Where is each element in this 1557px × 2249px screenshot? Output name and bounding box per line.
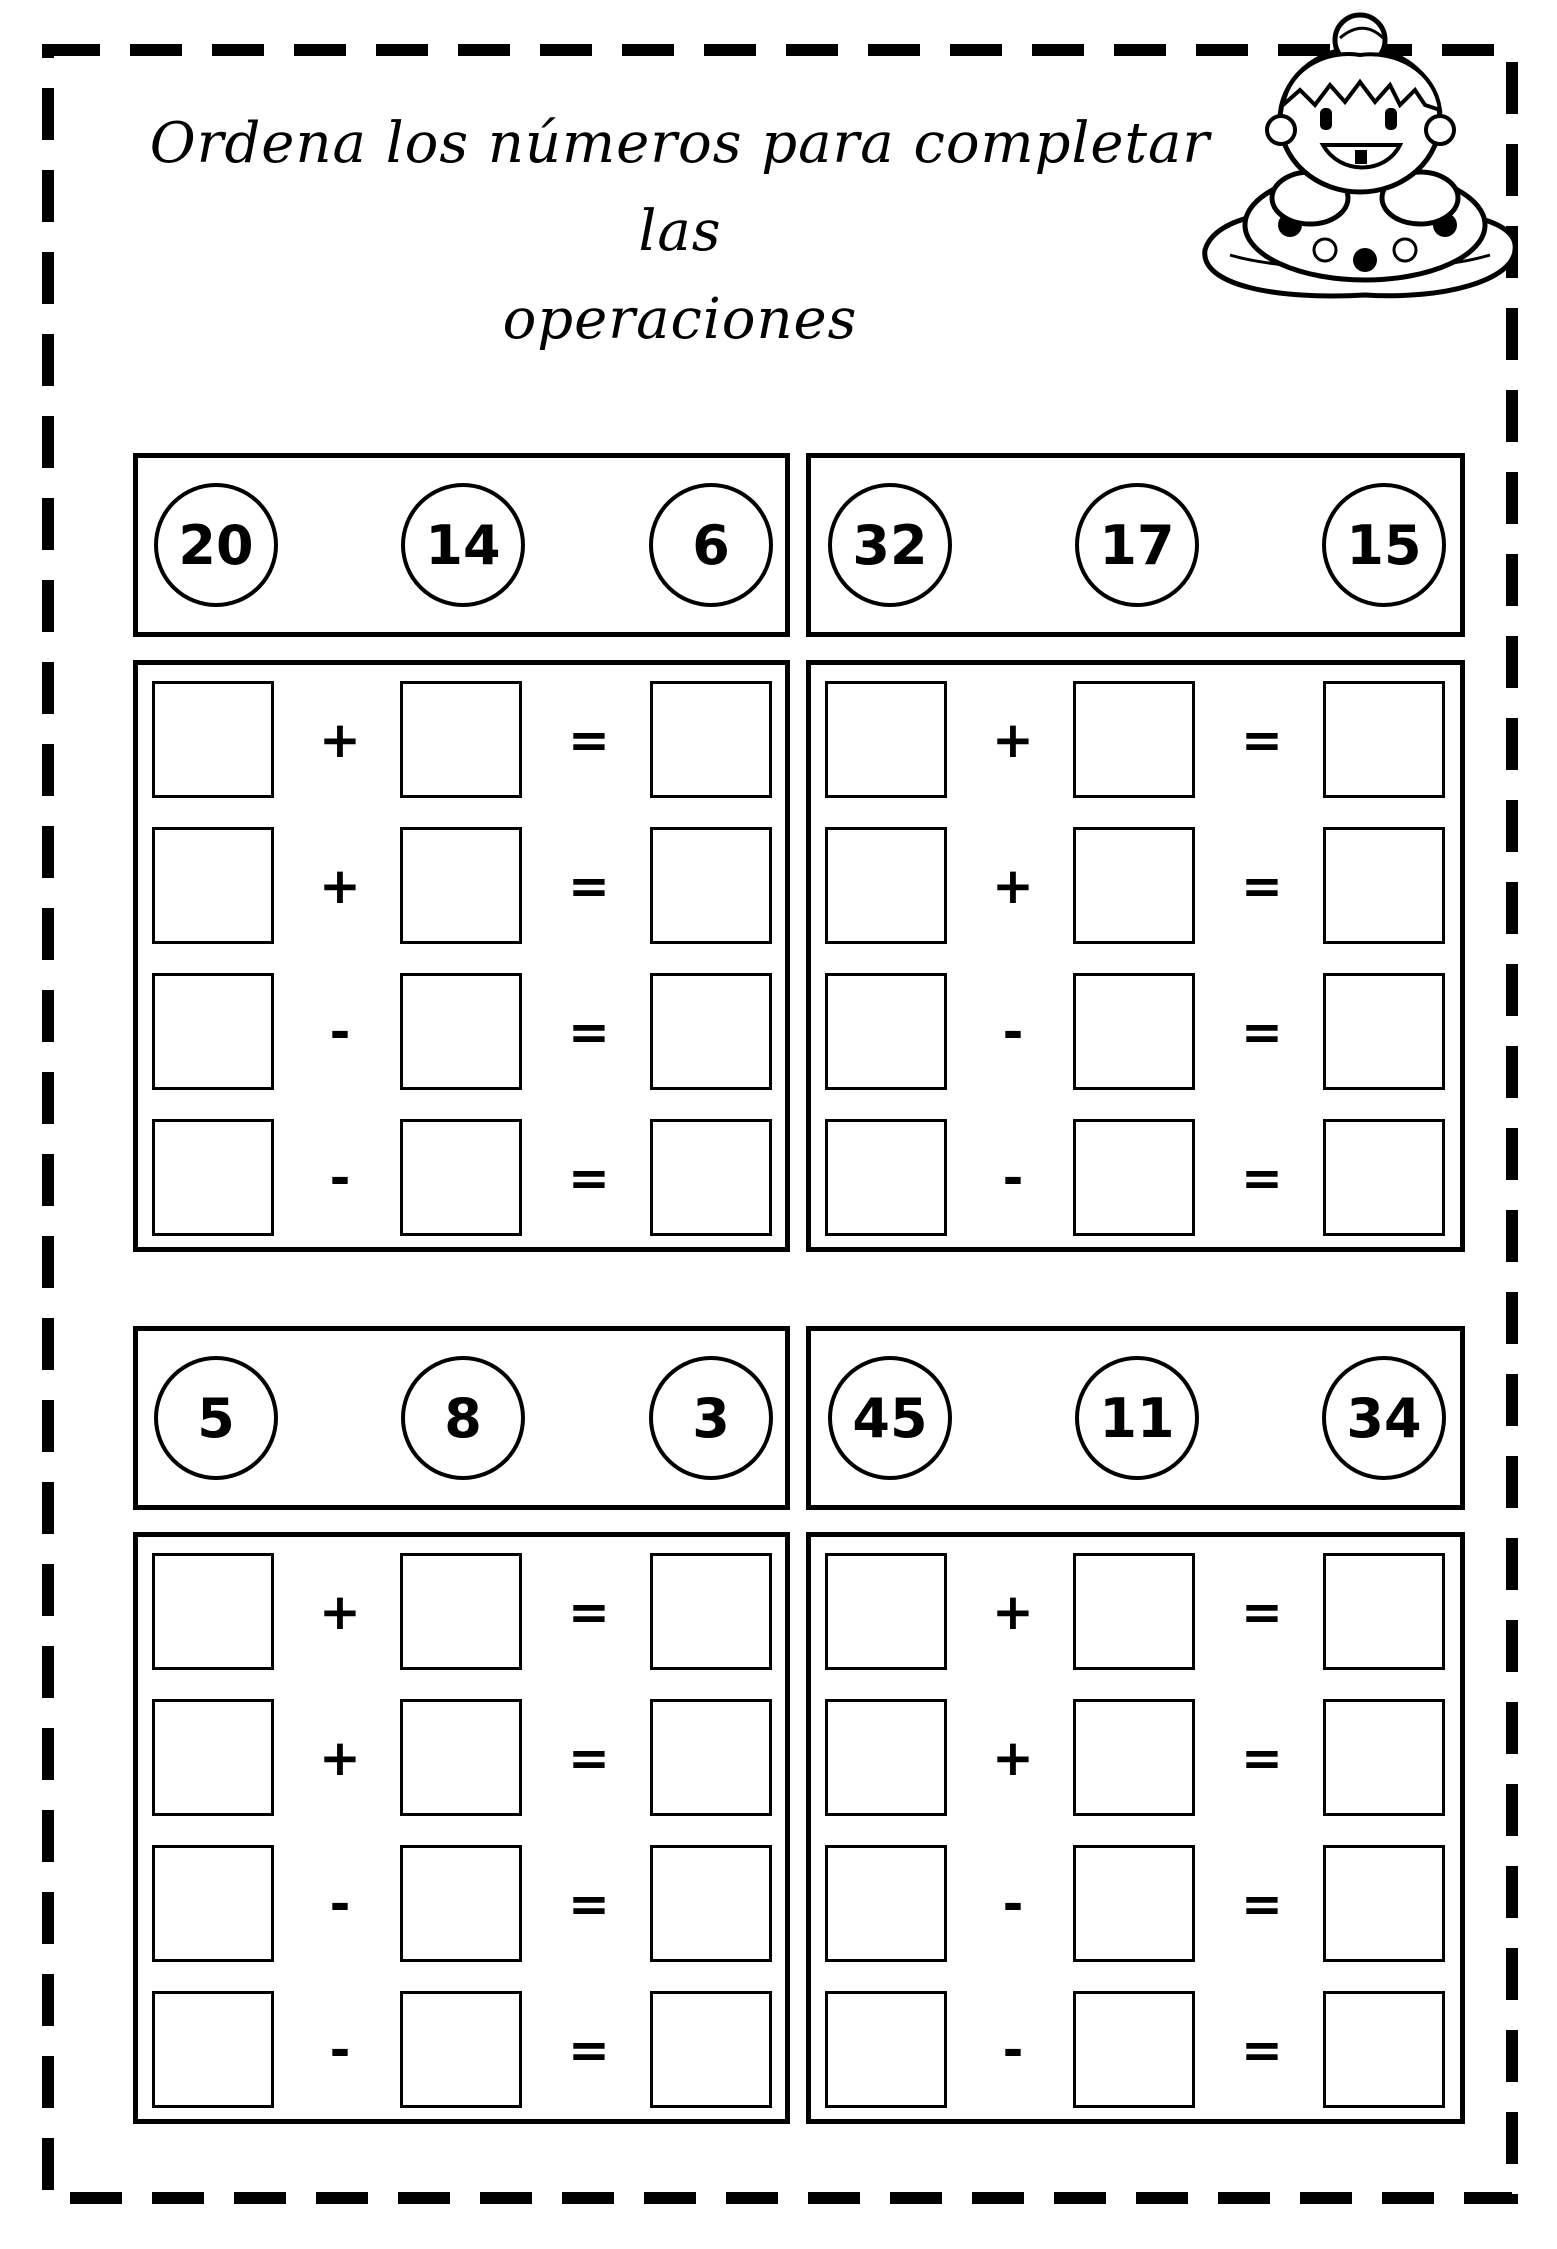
number-circle: 5 [154, 1356, 278, 1480]
number-circle: 45 [828, 1356, 952, 1480]
answer-box[interactable] [400, 1553, 522, 1670]
answer-box[interactable] [1323, 1553, 1445, 1670]
answer-box[interactable] [1073, 1119, 1195, 1236]
operator-sign: - [329, 1002, 351, 1061]
answer-box[interactable] [825, 1845, 947, 1962]
operator-sign: + [992, 1728, 1034, 1787]
number-circle: 17 [1075, 483, 1199, 607]
answer-box[interactable] [650, 1699, 772, 1816]
girl-swim-ring-illustration [1195, 10, 1525, 310]
title-line-1: Ordena los números para completar las [149, 111, 1211, 264]
answer-box[interactable] [152, 1699, 274, 1816]
number-circle: 20 [154, 483, 278, 607]
answer-box[interactable] [400, 1699, 522, 1816]
number-circle: 15 [1322, 483, 1446, 607]
answer-box[interactable] [400, 1991, 522, 2108]
operator-sign: - [329, 1874, 351, 1933]
number-circle: 32 [828, 483, 952, 607]
equals-sign: = [568, 856, 610, 915]
equals-sign: = [1241, 1148, 1283, 1207]
equals-sign: = [568, 710, 610, 769]
operator-sign: - [329, 1148, 351, 1207]
answer-box[interactable] [1323, 1119, 1445, 1236]
equation-row [138, 1991, 785, 2111]
title-line-2: operaciones [502, 287, 858, 352]
equals-sign: = [568, 1874, 610, 1933]
equation-row [811, 1553, 1460, 1673]
answer-box[interactable] [152, 1991, 274, 2108]
answer-box[interactable] [825, 681, 947, 798]
equation-panel-3 [133, 1532, 790, 2124]
operator-sign: - [1002, 1874, 1024, 1933]
equation-row [811, 973, 1460, 1093]
equation-row [138, 1553, 785, 1673]
answer-box[interactable] [650, 1553, 772, 1670]
operator-sign: + [319, 1728, 361, 1787]
number-circle: 3 [649, 1356, 773, 1480]
answer-box[interactable] [1323, 681, 1445, 798]
operator-sign: - [1002, 1002, 1024, 1061]
number-circle: 14 [401, 483, 525, 607]
number-circle: 11 [1075, 1356, 1199, 1480]
operator-sign: + [992, 710, 1034, 769]
answer-box[interactable] [1073, 681, 1195, 798]
answer-box[interactable] [152, 973, 274, 1090]
equation-panel-1 [133, 660, 790, 1252]
answer-box[interactable] [152, 827, 274, 944]
equation-row [811, 681, 1460, 801]
worksheet-title [130, 100, 1230, 364]
equation-row [138, 1699, 785, 1819]
answer-box[interactable] [152, 1845, 274, 1962]
equation-row [811, 1845, 1460, 1965]
answer-box[interactable] [650, 827, 772, 944]
answer-box[interactable] [825, 1119, 947, 1236]
answer-box[interactable] [650, 1991, 772, 2108]
equals-sign: = [1241, 710, 1283, 769]
answer-box[interactable] [1073, 1991, 1195, 2108]
equals-sign: = [1241, 1582, 1283, 1641]
equation-row [138, 1119, 785, 1239]
number-panel-1 [133, 453, 790, 637]
equation-row [138, 1845, 785, 1965]
equation-row [138, 973, 785, 1093]
equation-panel-2 [806, 660, 1465, 1252]
answer-box[interactable] [825, 973, 947, 1090]
answer-box[interactable] [1323, 1991, 1445, 2108]
number-circle: 6 [649, 483, 773, 607]
answer-box[interactable] [1073, 973, 1195, 1090]
equals-sign: = [1241, 1874, 1283, 1933]
number-panel-3 [133, 1326, 790, 1510]
answer-box[interactable] [400, 1845, 522, 1962]
answer-box[interactable] [1323, 973, 1445, 1090]
equals-sign: = [1241, 856, 1283, 915]
number-circle: 34 [1322, 1356, 1446, 1480]
answer-box[interactable] [650, 1845, 772, 1962]
operator-sign: - [1002, 2020, 1024, 2079]
equation-row [811, 827, 1460, 947]
equals-sign: = [1241, 1002, 1283, 1061]
answer-box[interactable] [1073, 1699, 1195, 1816]
answer-box[interactable] [650, 973, 772, 1090]
operator-sign: - [329, 2020, 351, 2079]
equals-sign: = [568, 1582, 610, 1641]
answer-box[interactable] [152, 1119, 274, 1236]
answer-box[interactable] [825, 1991, 947, 2108]
equation-panel-4 [806, 1532, 1465, 2124]
answer-box[interactable] [400, 973, 522, 1090]
answer-box[interactable] [1073, 827, 1195, 944]
equals-sign: = [568, 2020, 610, 2079]
number-panel-2 [806, 453, 1465, 637]
answer-box[interactable] [1323, 1699, 1445, 1816]
operator-sign: - [1002, 1148, 1024, 1207]
equation-row [138, 827, 785, 947]
equation-row [811, 1991, 1460, 2111]
equals-sign: = [1241, 2020, 1283, 2079]
answer-box[interactable] [152, 1553, 274, 1670]
number-panel-4 [806, 1326, 1465, 1510]
answer-box[interactable] [1323, 827, 1445, 944]
equals-sign: = [568, 1728, 610, 1787]
equals-sign: = [1241, 1728, 1283, 1787]
equals-sign: = [568, 1148, 610, 1207]
equation-row [811, 1119, 1460, 1239]
answer-box[interactable] [1073, 1845, 1195, 1962]
equation-row [811, 1699, 1460, 1819]
equals-sign: = [568, 1002, 610, 1061]
number-circle: 8 [401, 1356, 525, 1480]
answer-box[interactable] [1073, 1553, 1195, 1670]
answer-box[interactable] [825, 827, 947, 944]
operator-sign: + [319, 1582, 361, 1641]
answer-box[interactable] [152, 681, 274, 798]
answer-box[interactable] [400, 1119, 522, 1236]
operator-sign: + [319, 856, 361, 915]
operator-sign: + [992, 1582, 1034, 1641]
answer-box[interactable] [400, 681, 522, 798]
equation-row [138, 681, 785, 801]
answer-box[interactable] [650, 1119, 772, 1236]
answer-box[interactable] [650, 681, 772, 798]
answer-box[interactable] [825, 1553, 947, 1670]
operator-sign: + [992, 856, 1034, 915]
answer-box[interactable] [400, 827, 522, 944]
operator-sign: + [319, 710, 361, 769]
answer-box[interactable] [825, 1699, 947, 1816]
answer-box[interactable] [1323, 1845, 1445, 1962]
